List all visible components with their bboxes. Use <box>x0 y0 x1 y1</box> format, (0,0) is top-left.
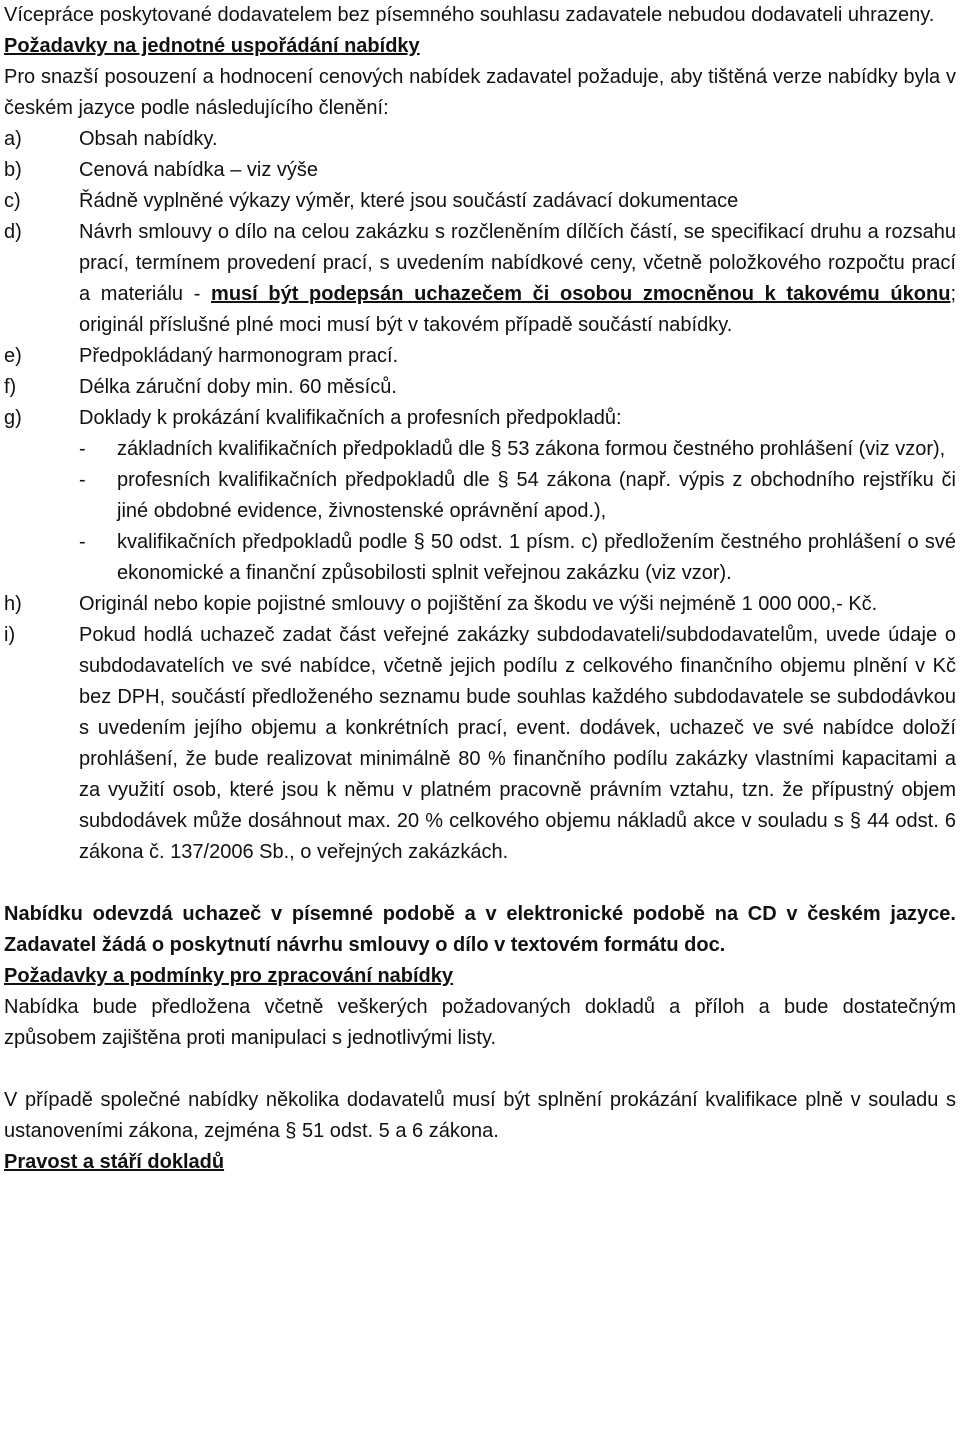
section-heading-offer-layout: Požadavky na jednotné uspořádání nabídky <box>4 35 420 57</box>
list-item-d <box>4 217 956 341</box>
list-item-c <box>4 186 956 217</box>
list-text <box>79 403 956 589</box>
list-item-b <box>4 155 956 186</box>
list-text-part: ; originál příslušné plné moci musí být v takovém případě součástí nabídky. <box>79 283 956 336</box>
list-label: f) <box>4 376 17 398</box>
list-text: Délka záruční doby min. 60 měsíců. <box>79 376 397 398</box>
list-item-g <box>4 403 956 589</box>
list-text-intro: Doklady k prokázání kvalifikačních a profesních předpokladů: <box>79 407 622 429</box>
section-text-offer-layout: Pro snazší posouzení a hodnocení cenových nabídek zadavatel požaduje, aby tištěná verze nabídky byla v českém jazyce podle následujícího členění: <box>4 66 956 119</box>
list-label: d) <box>4 221 22 243</box>
list-label: a) <box>4 128 22 150</box>
list-text: Cenová nabídka – viz výše <box>79 159 319 181</box>
list-item-f <box>4 372 956 403</box>
sub-item <box>79 434 956 465</box>
list-text: Originál nebo kopie pojistné smlouvy o pojištění za škodu ve výši nejméně 1 000 000,- Kč. <box>79 593 878 615</box>
list-text: Pokud hodlá uchazeč zadat část veřejné zakázky subdodavateli/subdodavatelům, uvede údaje o subdodavatelích ve své nabídce, včetně jejich podílu z celkového finančního objemu plnění v Kč bez DPH, součástí předloženého seznamu bude souhlas každého subdodavatele se subdodávkou s uvedením jejího objemu a konkrétních prací, event. dodávek, uchazeč ve své nabídce doloží prohlášení, že bude realizovat minimálně 80 % finančního podílu zakázky vlastními kapacitami a za využití osob, které jsou k němu v platném pracovně právním vztahu, tzn. že přípustný objem subdodávek může dosáhnout max. 20 % celkového objemu nákladů akce v souladu s § 44 odst. 6 zákona č. 137/2006 Sb., o veřejných zakázkách. <box>79 624 956 863</box>
document-page <box>4 0 956 1178</box>
list-text: Obsah nabídky. <box>79 128 218 150</box>
sub-item-dash: - <box>79 469 86 491</box>
list-text-part: Návrh smlouvy o dílo na celou zakázku s rozčleněním dílčích částí, se specifikací druhu a rozsahu prací, termínem provedení prací, s uvedením nabídkové ceny, včetně položkového rozpočtu prací a materiálu - <box>79 221 956 305</box>
list-item-a <box>4 124 956 155</box>
sub-item <box>79 527 956 589</box>
sub-item-text: základních kvalifikačních předpokladů dle § 53 zákona formou čestného prohlášení (viz vzor), <box>117 438 946 460</box>
list-item-h <box>4 589 956 620</box>
list-item-e <box>4 341 956 372</box>
section-heading-authenticity: Pravost a stáří dokladů <box>4 1151 225 1173</box>
list-label: i) <box>4 624 16 646</box>
joint-offer-paragraph: V případě společné nabídky několika dodavatelů musí být splnění prokázání kvalifikace plně v souladu s ustanoveními zákona, zejména § 51 odst. 5 a 6 zákona. <box>4 1089 956 1142</box>
list-item-i <box>4 620 956 868</box>
list-label: h) <box>4 593 22 615</box>
list-label: e) <box>4 345 22 367</box>
section-heading-processing: Požadavky a podmínky pro zpracování nabídky <box>4 965 454 987</box>
list-label: b) <box>4 159 22 181</box>
sub-item-dash: - <box>79 531 86 553</box>
list-label: c) <box>4 190 21 212</box>
section-text-processing: Nabídka bude předložena včetně veškerých požadovaných dokladů a příloh a bude dostatečným způsobem zajištěna proti manipulaci s jednotlivými listy. <box>4 996 956 1049</box>
list-text: Předpokládaný harmonogram prací. <box>79 345 399 367</box>
list-text <box>79 217 956 341</box>
list-label: g) <box>4 407 22 429</box>
sub-item-text: profesních kvalifikačních předpokladů dle § 54 zákona (např. výpis z obchodního rejstříku či jiné obdobné evidence, živnostenské oprávnění apod.), <box>117 469 956 522</box>
emphasized-requirement: musí být podepsán uchazečem či osobou zmocněnou k takovému úkonu <box>211 283 951 305</box>
sub-item-text: kvalifikačních předpokladů podle § 50 odst. 1 písm. c) předložením čestného prohlášení o své ekonomické a finanční způsobilosti splnit veřejnou zakázku (viz vzor). <box>117 531 956 584</box>
sub-item <box>79 465 956 527</box>
intro-paragraph: Vícepráce poskytované dodavatelem bez písemného souhlasu zadavatele nebudou dodavateli uhrazeny. <box>4 4 935 26</box>
list-text: Řádně vyplněné výkazy výměr, které jsou součástí zadávací dokumentace <box>79 190 739 212</box>
sub-item-dash: - <box>79 438 86 460</box>
submission-notice: Nabídku odevzdá uchazeč v písemné podobě a v elektronické podobě na CD v českém jazyce. Zadavatel žádá o poskytnutí návrhu smlouvy o dílo v textovém formátu doc. <box>4 903 956 956</box>
